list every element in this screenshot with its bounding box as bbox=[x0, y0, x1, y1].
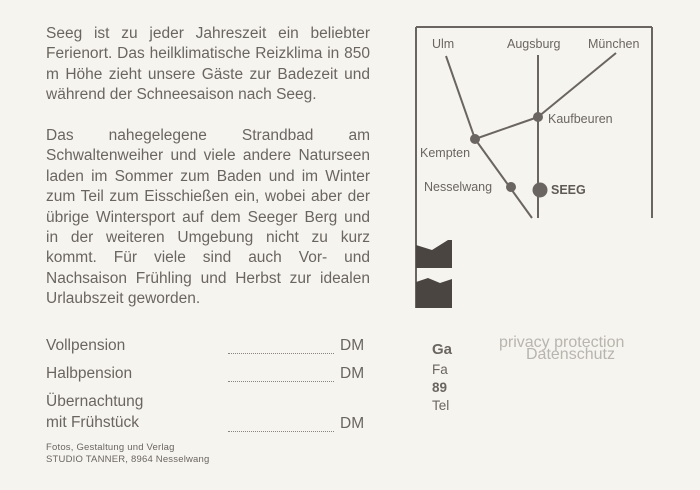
watermark-line-1: privacy protection bbox=[499, 334, 625, 351]
map-label-seeg: SEEG bbox=[551, 183, 586, 197]
seeg-marker bbox=[533, 183, 548, 198]
card-fragment-1: Ga bbox=[432, 341, 453, 358]
credits-line-2: STUDIO TANNER, 8964 Nesselwang bbox=[46, 453, 210, 465]
map-label-muenchen: München bbox=[588, 37, 640, 51]
card-fragment-4: Tel bbox=[432, 398, 450, 413]
activities-paragraph: Das nahegelegene Strandbad am Schwaltenweiher und viele andere Naturseen laden im Sommer zum Baden und im Winter zum Teil zum Eisschießen ein, wobei aber der übrige Wintersport auf dem Seeger Berg und in der weiteren Umgebung nicht zu kurz kommt. Für viele sind auch Vor- und Nachsaison Frühling und Herbst zur idealen Urlaubszeit geworden. bbox=[46, 127, 370, 308]
map-label-kaufbeuren: Kaufbeuren bbox=[548, 112, 613, 126]
kaufbeuren-marker bbox=[533, 112, 543, 122]
road-kempten-south bbox=[475, 139, 532, 218]
map-label-kempten: Kempten bbox=[420, 146, 471, 160]
price-currency: DM bbox=[340, 365, 365, 382]
price-label: Vollpension bbox=[46, 337, 126, 354]
road-kempten-kaufbeuren bbox=[475, 117, 538, 139]
kempten-marker bbox=[470, 134, 480, 144]
card-fragment-3: 89 bbox=[432, 380, 448, 395]
intro-paragraph: Seeg ist zu jeder Jahreszeit ein beliebter Ferienort. Das heilklimatische Reizklima in 850 m Höhe zieht unsere Gäste zur Badezeit und während der Schneesaison nach Seeg. bbox=[46, 25, 370, 104]
card-fragment-2: Fa bbox=[432, 362, 448, 377]
map-label-nesselwang: Nesselwang bbox=[424, 180, 493, 194]
price-currency: DM bbox=[340, 337, 365, 354]
nesselwang-marker bbox=[506, 182, 516, 192]
credits-line-1: Fotos, Gestaltung und Verlag bbox=[46, 442, 175, 453]
map-label-ulm: Ulm bbox=[432, 37, 455, 51]
watermark-line-2: Datenschutz bbox=[526, 346, 615, 363]
road-kaufbeuren-muenchen bbox=[538, 53, 616, 117]
price-currency: DM bbox=[340, 415, 365, 432]
map-label-augsburg: Augsburg bbox=[507, 37, 561, 51]
photo-fragment-top bbox=[416, 240, 452, 268]
price-label-second-line: mit Frühstück bbox=[46, 414, 140, 431]
price-label: Halbpension bbox=[46, 365, 133, 382]
photo-fragment-bottom bbox=[416, 278, 452, 308]
price-label: Übernachtung bbox=[46, 393, 144, 410]
road-ulm-kempten bbox=[446, 56, 475, 139]
